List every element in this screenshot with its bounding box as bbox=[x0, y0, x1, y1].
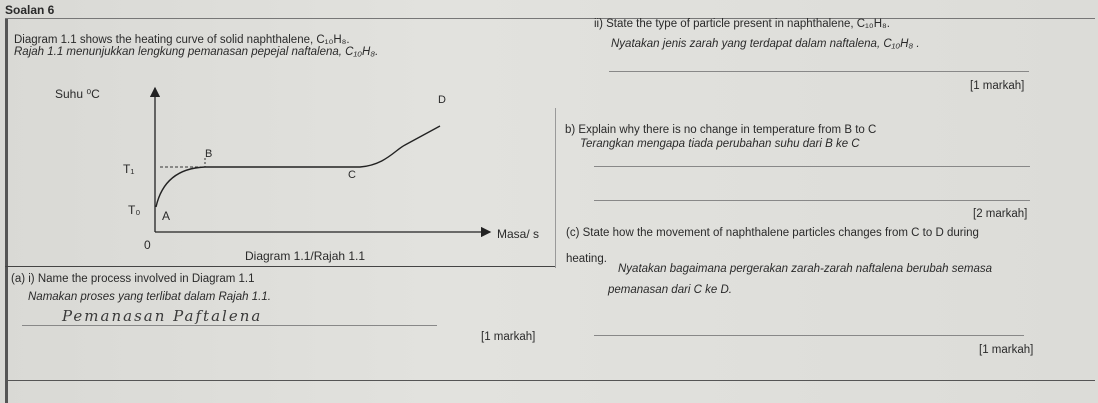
section-divider-horizontal bbox=[5, 266, 555, 267]
qa-ii-en: ii) State the type of particle present in naphthalene, C₁₀H₈. bbox=[594, 18, 890, 30]
qb-ms: Terangkan mengapa tiada perubahan suhu dari B ke C bbox=[580, 138, 860, 150]
qb-answer-line-1 bbox=[594, 166, 1030, 167]
qa-i-en: (a) i) Name the process involved in Diagram 1.1 bbox=[11, 273, 255, 285]
heating-curve-diagram bbox=[0, 0, 560, 268]
t0-label: T₀ bbox=[128, 203, 141, 217]
qa-i-answer-line bbox=[22, 325, 437, 326]
qc-marks: [1 markah] bbox=[979, 344, 1034, 356]
diagram-label: Diagram 1.1/Rajah 1.1 bbox=[245, 249, 366, 263]
point-d-label: D bbox=[438, 94, 446, 106]
point-b-label: B bbox=[205, 148, 213, 160]
origin-label: 0 bbox=[144, 238, 151, 252]
point-a-label: A bbox=[162, 209, 171, 223]
diagram-caption-ms: Rajah 1.1 menunjukkan lengkung pemanasan pepejal naftalena, C₁₀H₈. bbox=[14, 46, 379, 58]
heating-curve bbox=[156, 126, 440, 207]
y-axis-label: Suhu ⁰C bbox=[55, 87, 100, 101]
qa-ii-marks: [1 markah] bbox=[970, 80, 1025, 92]
qc-ms-line2: pemanasan dari C ke D. bbox=[608, 284, 733, 296]
qc-ms: Nyatakan bagaimana pergerakan zarah-zarah naftalena berubah semasa bbox=[618, 263, 992, 275]
section-divider-vertical bbox=[555, 108, 556, 268]
qa-i-marks: [1 markah] bbox=[481, 331, 536, 343]
t1-label: T₁ bbox=[123, 162, 135, 176]
qb-marks: [2 markah] bbox=[973, 208, 1028, 220]
qa-ii-ms: Nyatakan jenis zarah yang terdapat dalam naftalena, C₁₀H₈ . bbox=[611, 38, 920, 50]
qb-en: b) Explain why there is no change in temperature from B to C bbox=[565, 124, 877, 136]
point-c-label: C bbox=[348, 169, 356, 181]
qb-answer-line-2 bbox=[594, 200, 1030, 201]
qc-answer-line bbox=[594, 335, 1024, 336]
question-title: Soalan 6 bbox=[5, 3, 55, 17]
diagram-caption-en: Diagram 1.1 shows the heating curve of solid naphthalene, C₁₀H₈. bbox=[14, 34, 350, 46]
qc-en: (c) State how the movement of naphthalene particles changes from C to D during bbox=[566, 227, 979, 239]
qc-en-line2: heating. bbox=[566, 253, 607, 265]
bottom-border bbox=[5, 380, 1095, 381]
qa-i-handwritten-answer: Pemanasan Paftalena bbox=[62, 307, 263, 325]
qa-ii-answer-line bbox=[609, 71, 1029, 72]
qa-i-ms: Namakan proses yang terlibat dalam Rajah 1.1. bbox=[28, 291, 271, 303]
x-axis-label: Masa/ s bbox=[497, 227, 540, 241]
